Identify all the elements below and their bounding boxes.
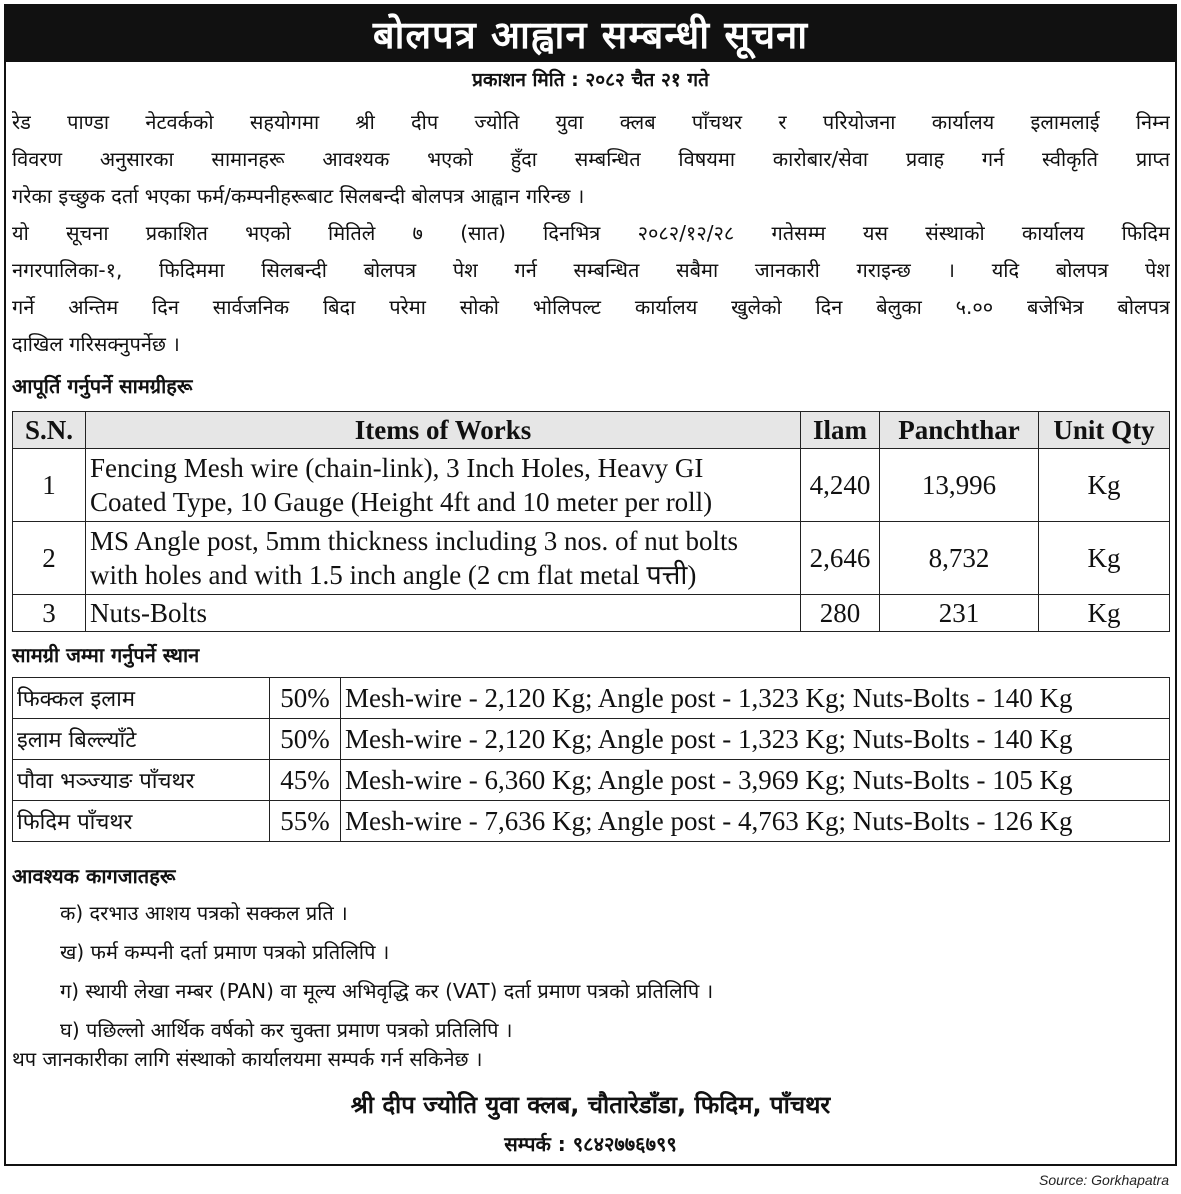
description-line: MS Angle post, 5mm thickness including 3 nos. of nut bolts	[90, 526, 739, 556]
paragraph-line: गर्ने अन्तिम दिन सार्वजनिक बिदा परेमा सोको भोलिपल्ट कार्यालय खुलेको दिन बेलुका ५.०० बजेभित्र बोलपत्र	[12, 295, 1170, 319]
publication-date: प्रकाशन मिति : २०८२ चैत २१ गते	[472, 69, 709, 91]
cell-sn: 3	[13, 595, 86, 632]
cell-ilam: 280	[801, 595, 880, 632]
source-credit: Source: Gorkhapatra	[1039, 1172, 1169, 1188]
cell-unit: Kg	[1039, 522, 1170, 595]
delivery-heading: सामग्री जम्मा गर्नुपर्ने स्थान	[12, 643, 200, 667]
paragraph-line: गरेका इच्छुक दर्ता भएका फर्म/कम्पनीहरूबाट सिलबन्दी बोलपत्र आह्वान गरिन्छ ।	[12, 184, 585, 208]
cell-unit: Kg	[1039, 449, 1170, 522]
cell-details: Mesh-wire - 7,636 Kg; Angle post - 4,763 Kg; Nuts-Bolts - 126 Kg	[341, 801, 1170, 842]
cell-description	[86, 595, 801, 632]
header-sn: S.N.	[13, 412, 86, 449]
cell-details: Mesh-wire - 2,120 Kg; Angle post - 1,323 Kg; Nuts-Bolts - 140 Kg	[341, 719, 1170, 760]
paragraph-line: रेड पाण्डा नेटवर्कको सहयोगमा श्री दीप ज्योति युवा क्लब पाँचथर र परियोजना कार्यालय इलामलाई निम्न	[12, 110, 1170, 134]
list-item: ख) फर्म कम्पनी दर्ता प्रमाण पत्रको प्रतिलिपि ।	[60, 940, 390, 964]
paragraph-deadline	[12, 215, 1170, 363]
paragraph-line: नगरपालिका-१, फिदिममा सिलबन्दी बोलपत्र पेश गर्न सम्बन्धित सबैमा जानकारी गराइन्छ । यदि बोलपत्र पेश	[12, 258, 1170, 282]
paragraph-line: दाखिल गरिसक्नुपर्नेछ ।	[12, 332, 180, 356]
table-row	[13, 760, 1170, 801]
description-line: Coated Type, 10 Gauge (Height 4ft and 10 meter per roll)	[90, 487, 713, 517]
table-row	[13, 719, 1170, 760]
description-line: with holes and with 1.5 inch angle (2 cm flat metal पत्ती)	[90, 560, 697, 590]
header-items: Items of Works	[86, 412, 801, 449]
supplies-heading: आपूर्ति गर्नुपर्ने सामग्रीहरू	[12, 374, 193, 398]
notice-title: बोलपत्र आह्वान सम्बन्धी सूचना	[6, 6, 1175, 62]
table-row	[13, 678, 1170, 719]
delivery-table	[12, 677, 1170, 842]
header-ilam: Ilam	[801, 412, 880, 449]
description-line: Fencing Mesh wire (chain-link), 3 Inch Holes, Heavy GI	[90, 453, 704, 483]
cell-location: फिक्कल इलाम	[13, 678, 270, 719]
cell-details: Mesh-wire - 6,360 Kg; Angle post - 3,969 Kg; Nuts-Bolts - 105 Kg	[341, 760, 1170, 801]
cell-panchthar: 13,996	[880, 449, 1039, 522]
table-row	[13, 595, 1170, 632]
closing-text: थप जानकारीका लागि संस्थाको कार्यालयमा सम्पर्क गर्न सकिनेछ ।	[12, 1047, 483, 1071]
cell-location: इलाम बिल्ल्याँटे	[13, 719, 270, 760]
items-table	[12, 411, 1170, 632]
cell-panchthar: 8,732	[880, 522, 1039, 595]
cell-percent: 55%	[270, 801, 341, 842]
cell-description	[86, 449, 801, 522]
cell-sn: 2	[13, 522, 86, 595]
cell-unit: Kg	[1039, 595, 1170, 632]
cell-panchthar: 231	[880, 595, 1039, 632]
cell-ilam: 4,240	[801, 449, 880, 522]
cell-description	[86, 522, 801, 595]
table-row	[13, 801, 1170, 842]
paragraph-line: यो सूचना प्रकाशित भएको मितिले ७ (सात) दिनभित्र २०८२/१२/२८ गतेसम्म यस संस्थाको कार्यालय फिदिम	[12, 221, 1170, 245]
documents-heading: आवश्यक कागजातहरू	[12, 864, 176, 888]
documents-list	[60, 899, 713, 1055]
header-unit: Unit Qty	[1039, 412, 1170, 449]
cell-location: पौवा भञ्ज्याङ पाँचथर	[13, 760, 270, 801]
cell-sn: 1	[13, 449, 86, 522]
cell-percent: 50%	[270, 719, 341, 760]
list-item: घ) पछिल्लो आर्थिक वर्षको कर चुक्ता प्रमाण पत्रको प्रतिलिपि ।	[60, 1018, 513, 1042]
cell-details: Mesh-wire - 2,120 Kg; Angle post - 1,323 Kg; Nuts-Bolts - 140 Kg	[341, 678, 1170, 719]
list-item: ग) स्थायी लेखा नम्बर (PAN) वा मूल्य अभिवृद्धि कर (VAT) दर्ता प्रमाण पत्रको प्रतिलिपि ।	[60, 979, 714, 1003]
paragraph-line: विवरण अनुसारका सामानहरू आवश्यक भएको हुँदा सम्बन्धित विषयमा कारोबार/सेवा प्रवाह गर्न स्वीकृति प्राप्त	[12, 147, 1170, 171]
contact-number: सम्पर्क : ९८४२७७६७९९	[504, 1132, 677, 1156]
paragraph-invitation	[12, 104, 1170, 215]
cell-percent: 50%	[270, 678, 341, 719]
cell-location: फिदिम पाँचथर	[13, 801, 270, 842]
organization-name: श्री दीप ज्योति युवा क्लब, चौतारेडाँडा, फिदिम, पाँचथर	[350, 1091, 831, 1119]
header-panchthar: Panchthar	[880, 412, 1039, 449]
table-row	[13, 522, 1170, 595]
table-header-row	[13, 412, 1170, 449]
cell-ilam: 2,646	[801, 522, 880, 595]
table-row	[13, 449, 1170, 522]
description-line: Nuts-Bolts	[90, 598, 208, 628]
cell-percent: 45%	[270, 760, 341, 801]
list-item: क) दरभाउ आशय पत्रको सक्कल प्रति ।	[60, 901, 348, 925]
